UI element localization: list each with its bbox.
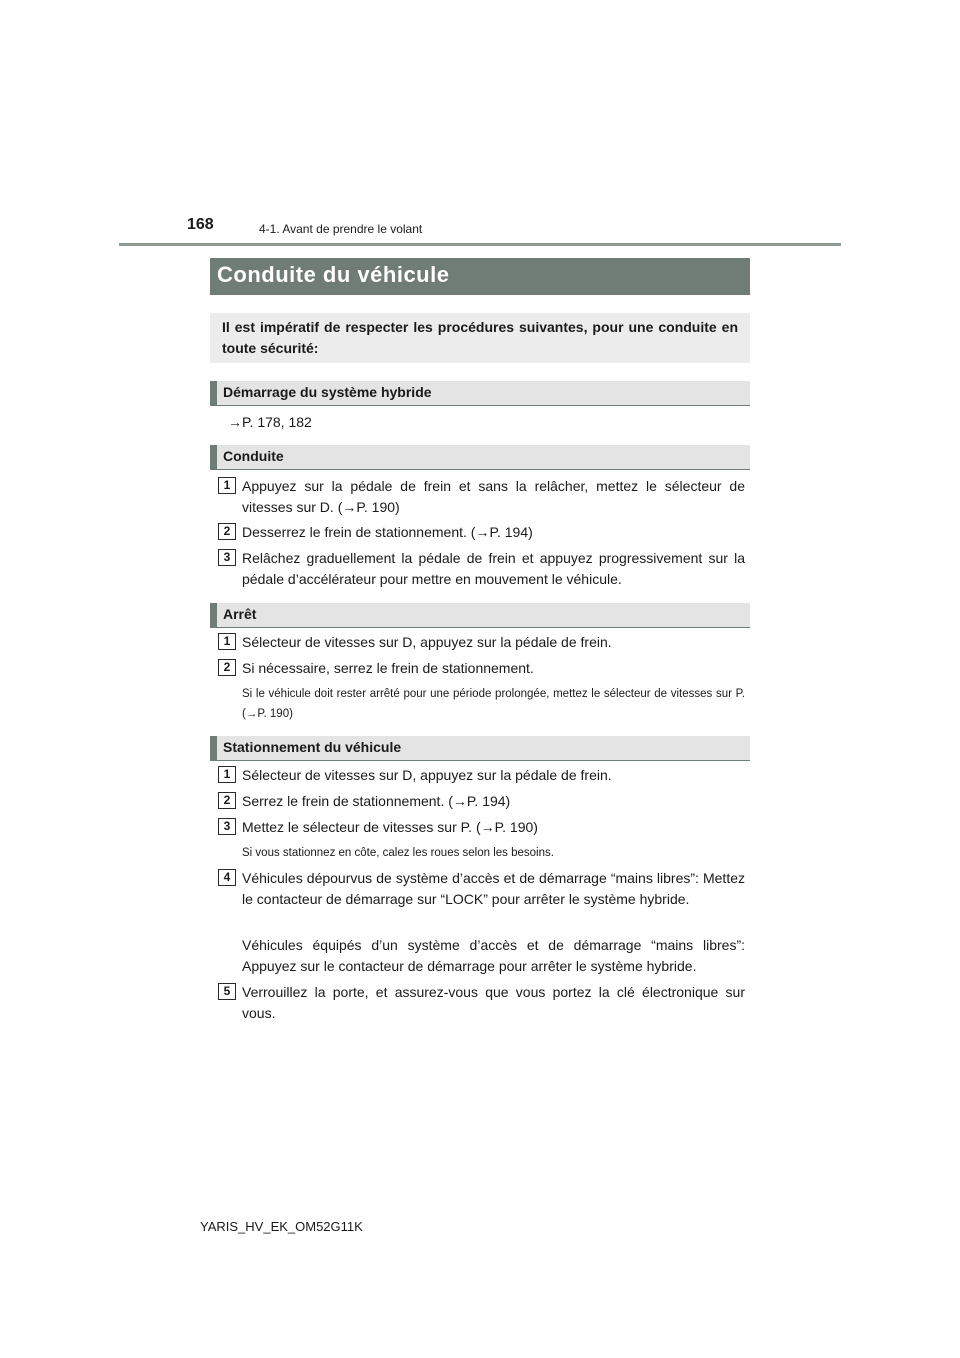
footer-document-code: YARIS_HV_EK_OM52G11K: [200, 1219, 363, 1234]
section-heading-stationnement: Stationnement du véhicule: [210, 736, 750, 761]
step-number-badge: 3: [218, 818, 236, 835]
step-number-badge: 1: [218, 766, 236, 783]
section-heading-demarrage: Démarrage du système hybride: [210, 381, 750, 406]
note-text: Si le véhicule doit rester arrêté pour une période prolongée, mettez le sélecteur de vitesses sur P. (→P. 190): [242, 688, 745, 720]
step-text: Véhicules dépourvus de système d’accès et de démarrage “mains libres”: Mettez le contacteur de démarrage sur “LOCK” pour arrêter le système hybride.: [242, 870, 745, 907]
step-text: Appuyez sur la pédale de frein et sans la relâcher, mettez le sélecteur de vitesses sur D. (→P. 190): [242, 478, 745, 515]
step-text: Sélecteur de vitesses sur D, appuyez sur la pédale de frein.: [242, 634, 612, 650]
step-text: Mettez le sélecteur de vitesses sur P. (→P. 190): [242, 819, 538, 835]
step-number-badge: 2: [218, 659, 236, 676]
step-text-alt: Véhicules équipés d’un système d’accès et de démarrage “mains libres”: Appuyez sur le contacteur de démarrage pour arrêter le système hybride.: [242, 937, 745, 974]
step-text: Verrouillez la porte, et assurez-vous que vous portez la clé électronique sur vous.: [242, 984, 745, 1021]
section-heading-arret: Arrêt: [210, 603, 750, 628]
section-heading-conduite: Conduite: [210, 445, 750, 470]
note-text: Si vous stationnez en côte, calez les roues selon les besoins.: [242, 847, 554, 859]
step-number-badge: 1: [218, 477, 236, 494]
page-reference-demarrage: →P. 178, 182: [228, 414, 312, 430]
step-number-badge: 1: [218, 633, 236, 650]
step-text: Serrez le frein de stationnement. (→P. 194): [242, 793, 511, 809]
step-number-badge: 3: [218, 549, 236, 566]
step-number-badge: 5: [218, 983, 236, 1000]
page-number: 168: [187, 216, 214, 233]
page-title: Conduite du véhicule: [210, 258, 750, 295]
section-reference: 4-1. Avant de prendre le volant: [259, 222, 423, 236]
step-number-badge: 2: [218, 523, 236, 540]
step-text: Relâchez graduellement la pédale de frein et appuyez progressivement sur la pédale d’accélérateur pour mettre en mouvement le véhicule.: [242, 550, 745, 587]
step-number-badge: 4: [218, 869, 236, 886]
step-text: Si nécessaire, serrez le frein de stationnement.: [242, 660, 534, 676]
step-number-badge: 2: [218, 792, 236, 809]
intro-box: Il est impératif de respecter les procédures suivantes, pour une conduite en toute sécurité:: [210, 313, 750, 363]
header-divider: [119, 243, 841, 246]
step-text: Sélecteur de vitesses sur D, appuyez sur la pédale de frein.: [242, 767, 612, 783]
step-text: Desserrez le frein de stationnement. (→P. 194): [242, 524, 533, 540]
